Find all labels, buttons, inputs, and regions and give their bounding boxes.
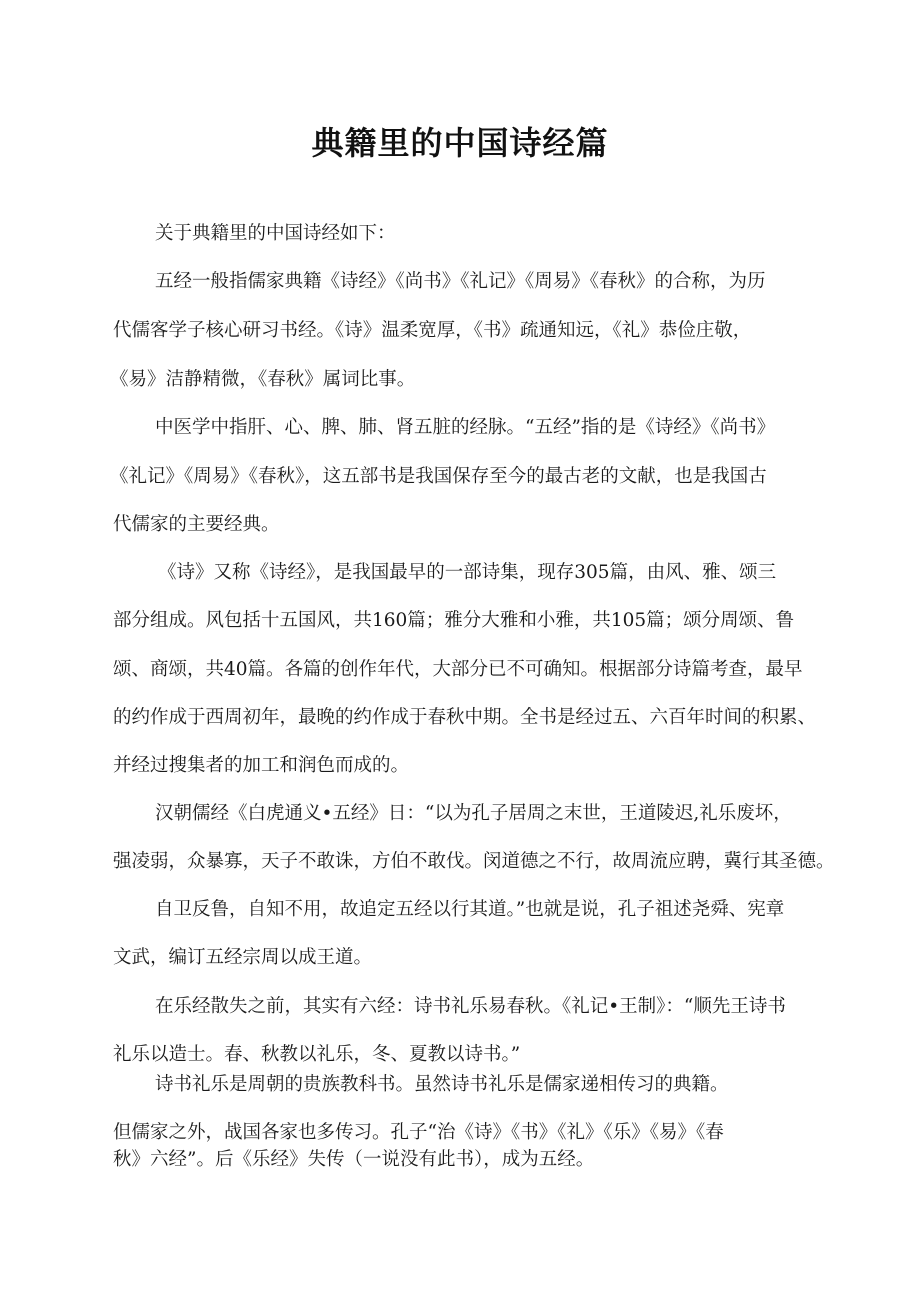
paragraph-7-line-3: 秋》六经”。后《乐经》失传（一说没有此书），成为五经。 <box>113 1149 595 1170</box>
paragraph-3-line-4: 的约作成于西周初年，最晚的约作成于春秋中期。全书是经过五、六百年时间的积累、 <box>113 707 817 728</box>
paragraph-6-line-1: 在乐经散失之前，其实有六经：诗书礼乐易春秋。《礼记•王制》：“顺先王诗书 <box>155 996 786 1017</box>
paragraph-1-line-2: 代儒客学子核心研习书经。《诗》温柔宽厚，《书》疏通知远，《礼》恭俭庄敬， <box>113 320 752 341</box>
paragraph-2-line-2: 《礼记》《周易》《春秋》，这五部书是我国保存至今的最古老的文献，也是我国古 <box>110 466 767 487</box>
paragraph-4-line-2: 强凌弱，众暴寡，天子不敢诛，方伯不敢伐。闵道德之不行，故周流应聘，冀行其圣德。 <box>113 851 835 872</box>
paragraph-3-line-2: 部分组成。风包括十五国风，共160篇；雅分大雅和小雅，共105篇；颂分周颂、鲁 <box>113 610 795 631</box>
page-title: 典籍里的中国诗经篇 <box>311 124 609 162</box>
paragraph-7-line-1: 诗书礼乐是周朝的贵族教科书。虽然诗书礼乐是儒家递相传习的典籍。 <box>155 1074 729 1095</box>
paragraph-6-line-2: 礼乐以造士。春、秋教以礼乐，冬、夏教以诗书。” <box>113 1044 521 1065</box>
paragraph-2-line-3: 代儒家的主要经典。 <box>113 514 280 535</box>
paragraph-1-line-3: 《易》洁静精微，《春秋》属词比事。 <box>110 369 416 390</box>
paragraph-4-line-1: 汉朝儒经《白虎通义•五经》日：“以为孔子居周之末世，王道陵迟,礼乐废坏， <box>155 803 792 824</box>
paragraph-7-line-2: 但儒家之外，战国各家也多传习。孔子“治《诗》《书》《礼》《乐》《易》《春 <box>113 1122 724 1143</box>
paragraph-1-line-1: 五经一般指儒家典籍《诗经》《尚书》《礼记》《周易》《春秋》的合称，为历 <box>155 271 766 292</box>
paragraph-3-line-1: 《诗》又称《诗经》，是我国最早的一部诗集，现存305篇，由风、雅、颂三 <box>158 562 777 583</box>
paragraph-2-line-1: 中医学中指肝、心、脾、肺、肾五脏的经脉。“五经”指的是《诗经》《尚书》 <box>155 417 776 438</box>
paragraph-intro-line-1: 关于典籍里的中国诗经如下： <box>155 223 396 244</box>
paragraph-3-line-5: 并经过搜集者的加工和润色而成的。 <box>113 755 410 776</box>
paragraph-5-line-2: 文武，编订五经宗周以成王道。 <box>113 947 373 968</box>
paragraph-3-line-3: 颂、商颂，共40篇。各篇的创作年代，大部分已不可确知。根据部分诗篇考查，最早 <box>113 659 803 680</box>
paragraph-5-line-1: 自卫反鲁，自知不用，故追定五经以行其道。”也就是说，孔子祖述尧舜、宪章 <box>155 899 785 920</box>
